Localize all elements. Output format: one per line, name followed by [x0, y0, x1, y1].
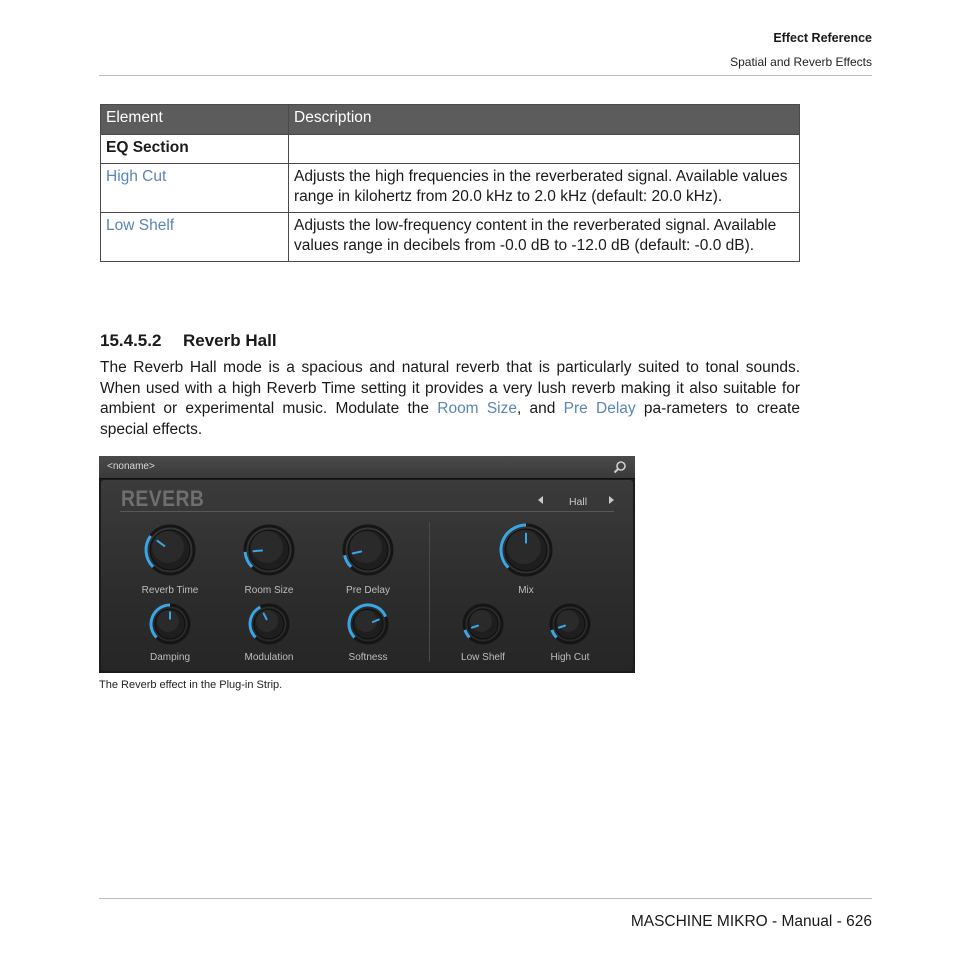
- softness-label: Softness: [348, 652, 388, 663]
- section-number: 15.4.5.2: [100, 331, 162, 350]
- page-footer: MASCHINE MIKRO - Manual - 626: [630, 913, 872, 930]
- high-cut-knob[interactable]: [547, 601, 593, 647]
- preset-name[interactable]: <noname>: [107, 461, 155, 472]
- arrow-left-icon[interactable]: [538, 496, 543, 504]
- search-icon[interactable]: [613, 460, 627, 474]
- description-cell: Adjusts the low-frequency content in the reverberated signal. Available values range in decibels from -0.0 dB to -12.0 dB (default: -0.0 dB).: [289, 213, 800, 262]
- section-heading: [100, 331, 277, 351]
- table-row: [101, 213, 800, 262]
- damping-label: Damping: [149, 652, 191, 663]
- table-row: [101, 164, 800, 213]
- table-section-row: [101, 135, 800, 164]
- reverb-logo: REVERB: [121, 486, 205, 511]
- section-cell: EQ Section: [101, 135, 289, 164]
- body-text-part: , and: [517, 400, 564, 417]
- header-divider: [99, 75, 872, 76]
- pre-delay-label: Pre Delay: [346, 585, 390, 596]
- body-paragraph: [100, 358, 800, 440]
- element-link-low-shelf[interactable]: Low Shelf: [101, 213, 289, 262]
- low-shelf-label: Low Shelf: [461, 652, 505, 663]
- section-title: Reverb Hall: [183, 331, 277, 350]
- arrow-right-icon[interactable]: [609, 496, 614, 504]
- damping-knob[interactable]: [147, 601, 193, 647]
- title-underline: [120, 511, 614, 512]
- high-cut-label: High Cut: [550, 652, 590, 663]
- description-cell: Adjusts the high frequencies in the reverberated signal. Available values range in kilohertz from 20.0 kHz to 2.0 kHz (default: 20.0 kHz).: [289, 164, 800, 213]
- reverb-plugin-screenshot: [99, 456, 635, 673]
- table-header-row: [101, 105, 800, 135]
- body-text-part: pa-rameters to create special effects.: [100, 400, 800, 438]
- room-size-indicator: [253, 551, 262, 552]
- room-size-label: Room Size: [244, 585, 294, 596]
- mix-knob[interactable]: [497, 521, 555, 579]
- reverb-time-label: Reverb Time: [141, 585, 199, 596]
- column-header-element: Element: [101, 105, 289, 135]
- room-size-link[interactable]: Room Size: [437, 400, 517, 417]
- pre-delay-link[interactable]: Pre Delay: [563, 400, 636, 417]
- section-divider: [429, 522, 430, 662]
- low-shelf-value-arc: [465, 630, 470, 638]
- mode-selector[interactable]: Hall: [568, 496, 588, 508]
- softness-knob[interactable]: [345, 601, 391, 647]
- pre-delay-knob[interactable]: [340, 522, 396, 578]
- modulation-knob[interactable]: [246, 601, 292, 647]
- parameter-table: [100, 104, 800, 262]
- element-link-high-cut[interactable]: High Cut: [101, 164, 289, 213]
- reverb-time-knob[interactable]: [142, 522, 198, 578]
- modulation-label: Modulation: [244, 652, 294, 663]
- running-header-title: Effect Reference: [773, 31, 872, 45]
- column-header-description: Description: [289, 105, 800, 135]
- plugin-panel: [101, 480, 633, 671]
- footer-divider: [99, 898, 872, 899]
- plugin-header-bar: [99, 456, 635, 479]
- empty-cell: [289, 135, 800, 164]
- low-shelf-knob[interactable]: [460, 601, 506, 647]
- room-size-knob[interactable]: [241, 522, 297, 578]
- high-cut-value-arc: [552, 630, 557, 638]
- figure-caption: The Reverb effect in the Plug-in Strip.: [99, 679, 283, 691]
- mix-label: Mix: [518, 585, 534, 596]
- running-header-subtitle: Spatial and Reverb Effects: [730, 55, 872, 69]
- body-text-part: The Reverb Hall mode is a spacious and natural reverb that is particularly suited to tonal sounds. When used with a high Reverb Time setting it provides a very lush reverb making it also suitable for ambient or experimental music. Modulate the: [100, 359, 800, 417]
